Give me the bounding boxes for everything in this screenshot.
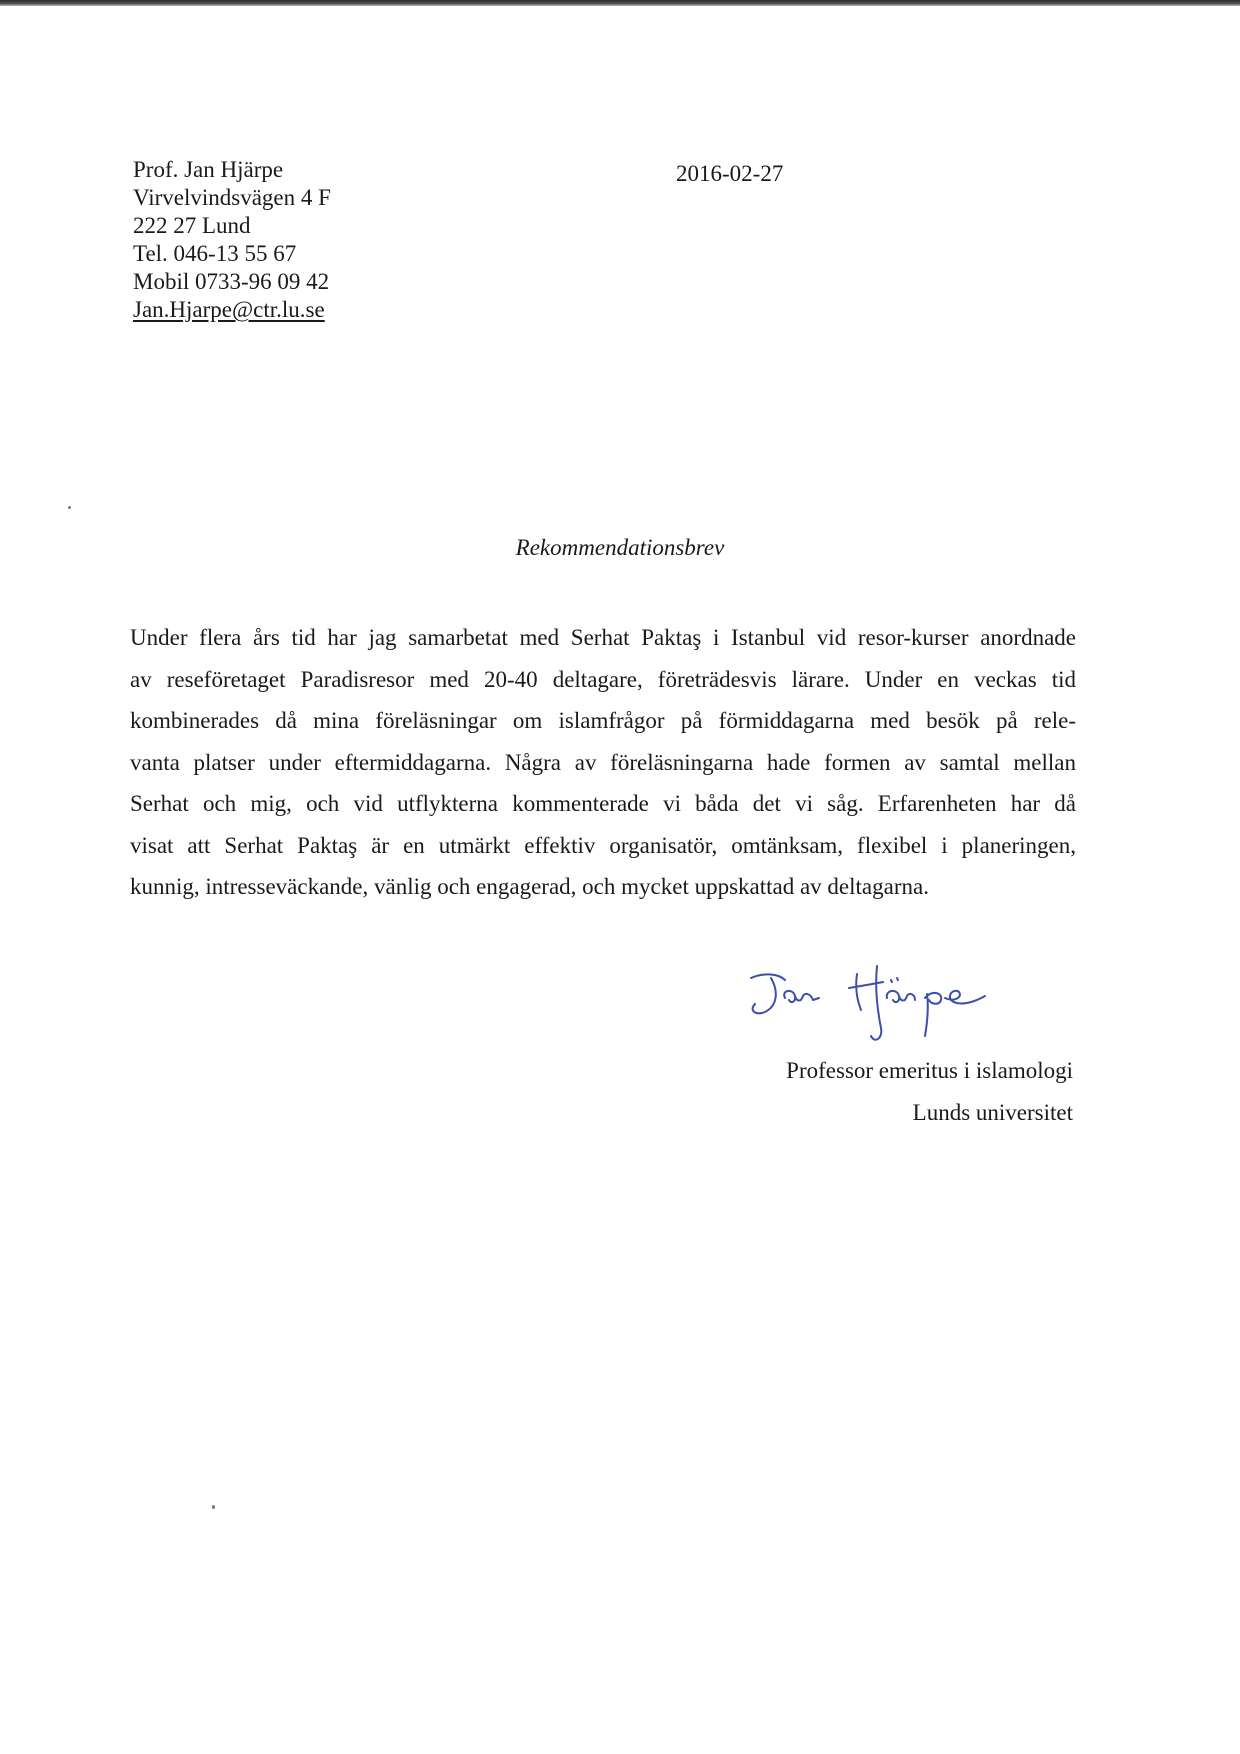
body-line: vanta platser under eftermiddagarna. Några av föreläsningarna hade formen av samtal mellan — [130, 749, 1076, 775]
letter-date: 2016-02-27 — [676, 161, 784, 186]
signer-position: Professor emeritus i islamologi — [786, 1058, 1073, 1083]
scan-speck — [212, 1505, 215, 1509]
scan-edge — [0, 0, 1240, 6]
letter-body — [130, 617, 1076, 908]
scan-speck — [68, 506, 71, 509]
body-line: Serhat och mig, och vid utflykterna kommenterade vi båda det vi såg. Erfarenheten har då — [130, 791, 1076, 816]
signer-institution: Lunds universitet — [912, 1100, 1073, 1125]
body-line: kombinerades då mina föreläsningar om islamfrågor på förmiddagarna med besök på rele- — [130, 708, 1076, 733]
body-line: av reseföretaget Paradisresor med 20-40 deltagare, företrädesvis lärare. Under en veckas tid — [130, 666, 1076, 692]
body-line: Under flera års tid har jag samarbetat med Serhat Paktaş i Istanbul vid resor-kurser anordnade — [130, 625, 1076, 650]
body-line: kunnig, intresseväckande, vänlig och engagerad, och mycket uppskattad av deltagarna. — [130, 874, 929, 899]
handwritten-signature — [745, 958, 1045, 1048]
sender-city: 222 27 Lund — [133, 213, 251, 238]
sender-street: Virvelvindsvägen 4 F — [133, 185, 331, 210]
sender-mobile: Mobil 0733-96 09 42 — [133, 269, 330, 294]
letter-title: Rekommendationsbrev — [515, 535, 725, 560]
sender-email: Jan.Hjarpe@ctr.lu.se — [133, 297, 325, 322]
sender-phone: Tel. 046-13 55 67 — [133, 241, 297, 266]
body-line: visat att Serhat Paktaş är en utmärkt effektiv organisatör, omtänksam, flexibel i planeringen, — [130, 832, 1076, 858]
closing-block — [786, 1050, 1073, 1134]
sender-address-block — [133, 156, 331, 324]
sender-name: Prof. Jan Hjärpe — [133, 157, 284, 182]
